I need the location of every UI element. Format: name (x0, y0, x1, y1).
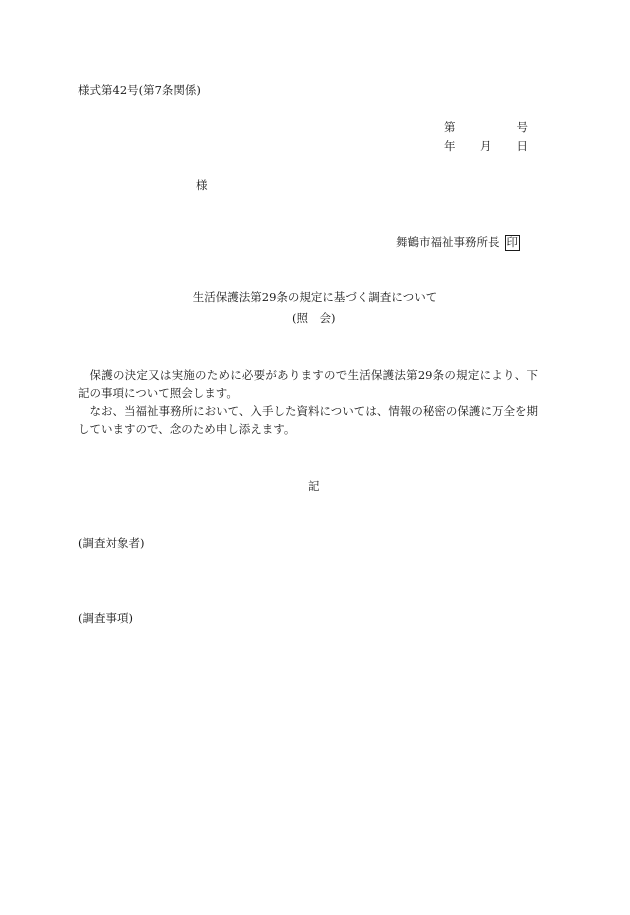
document-number-row (444, 122, 528, 136)
seal-stamp: 印 (506, 235, 518, 249)
body-text (78, 366, 538, 438)
addressee-honorific: 様 (196, 178, 208, 192)
form-number: 様式第42号(第7条関係) (78, 83, 201, 97)
body-paragraph-2: なお、当福祉事務所において、入手した資料については、情報の秘密の保護に万全を期していますので、念のため申し添えます。 (78, 404, 538, 436)
section-investigation-matter: (調査事項) (78, 611, 133, 625)
date-row (444, 141, 528, 155)
date-day-label: 日 (516, 139, 528, 153)
sender-name: 舞鶴市福祉事務所長 (396, 235, 500, 249)
body-paragraph-1: 保護の決定又は実施のために必要がありますので生活保護法第29条の規定により、下記の事項について照会します。 (78, 368, 538, 400)
document-title-sub: (照 会) (292, 311, 336, 325)
section-target-person: (調査対象者) (78, 536, 145, 550)
sender-line (396, 235, 520, 251)
document-title-main: 生活保護法第29条の規定に基づく調査について (192, 290, 438, 304)
date-month-label: 月 (480, 139, 492, 153)
ki-heading: 記 (308, 479, 320, 493)
document-title (0, 292, 630, 304)
date-year-label: 年 (444, 139, 456, 153)
document-number-prefix: 第 (444, 120, 456, 134)
document-number-suffix: 号 (516, 120, 528, 134)
